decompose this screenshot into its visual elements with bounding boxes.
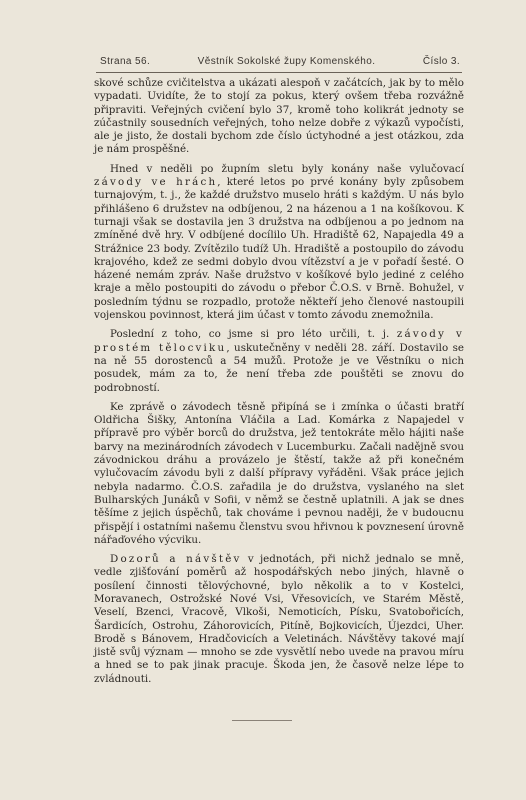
header-divider [96,72,462,73]
paragraph [94,77,464,157]
emphasized-term: závody v prostém tělocviku [94,328,464,354]
running-header [100,56,460,67]
paragraph-text: Ke zprávě o závodech těsně připíná se i zmínka o účasti bratří Oldřicha Šišky, Antonína Vláčila a Lad. Komárka z Napajedel v přípravě pro výběr borců do družstva, jež tentokráte mělo hájiti naše barvy na mezinárodních závodech v Lucemburku. Začali nadějně svou závodnickou dráhu a provázelo je štěstí, takže až při konečném vylučovacím závodu byli z další přípravy vyřáděni. Však práce jejich nebyla nadarmo. Č.O.S. zařadila je do družstva, vyslaného na slet Bulharských Junáků v Sofii, v němž se čestně uplatnili. A jak se dnes těšíme z jejich úspěchů, tak chováme i pevnou naději, že v budoucnu přispějí i ostatními našemu členstvu svou hřivnou k povznesení úrovně nářaďového výcviku. [94,400,464,546]
paragraph [94,401,464,547]
end-divider [232,720,292,721]
paragraph-text: Poslední z toho, co jsme si pro léto určili, t. j. [110,328,397,341]
paragraph-text: , uskutečněny v neděli 28. září. Dostavilo se na ně 55 dorostenců a 54 mužů. Protože je ve Věstníku o nich posudek, mám za to, že není třeba zde pouštěti se znovu do podrobností. [94,341,464,394]
paragraph [94,328,464,394]
journal-title: Věstník Sokolské župy Komenského. [197,56,376,67]
paragraph-text: , které letos po prvé konány byly způsobem turnajovým, t. j., že každé družstvo muselo hráti s každým. U nás bylo přihlášeno 6 družstev na odbíjenou, 2 na házenou a 1 na košíkovou. K turnaji však se dostavila jen 3 družstva na odbíjenou a po jednom na zmíněné dvě hry. V odbíjené docílilo Uh. Hradiště 62, Napajedla 49 a Strážnice 23 body. Zvítězilo tudíž Uh. Hradiště a postoupilo do závodu krajového, kdež ze sedmi dobylo dvou vítězství a je v pořadí šesté. O házené nemám zpráv. Naše družstvo v košíkové bylo jediné z celého kraje a mělo postoupiti do závodu o přebor Č.O.S. v Brně. Bohužel, v posledním týdnu se rozpadlo, protože někteří jeho členové nastoupili vojenskou povinnost, která jim účast v tomto závodu znemožnila. [94,176,464,322]
paragraph [94,163,464,323]
article-body [94,77,464,692]
emphasized-term: závody ve hrách [94,176,218,189]
paragraph [94,553,464,686]
paragraph-text: v jednotách, při nichž jednalo se mně, vedle zjišťování poměrů až hospodářských nebo jiných, hlavně o posílení činnosti tělovýchovné, bylo několik a to v Kostelci, Moravanech, Ostrožské Nové Vsi, Vřesovicích, ve Starém Městě, Veselí, Bzenci, Vracově, Vlkoši, Nemoticích, Písku, Svatobořicích, Šardicích, Ostrohu, Záhorovicích, Pitíně, Bojkovicích, Újezdci, Uher. Brodě s Bánovem, Hradčovicích a Veletinách. Návštěvy takové mají jistě svůj význam — mnoho se zde vysvětlí nebo uvede na pravou míru a hned se to pak jinak pracuje. Škoda jen, že časově nelze lépe to zvládnouti. [94,553,464,685]
issue-number: Číslo 3. [422,56,460,67]
emphasized-term: Dozorů a návštěv [110,553,242,566]
paragraph-text: skové schůze cvičitelstva a ukázati alespoň v začátcích, jak by to mělo vypadati. Uvidíte, že to stojí za pokus, který ovšem třeba rozvážně připraviti. Veřejných cvičení bylo 37, kromě toho kolikrát jednoty se zúčastnily sousedních veřejných, toho nelze dobře z výkazů vypočísti, ale je jisto, že dostali bychom zde číslo úctyhodné a jest otázkou, zda je nám prospěšné. [94,77,464,156]
page-number: Strana 56. [100,56,151,67]
paragraph-text: Hned v neděli po župním sletu byly konány naše vylučovací [110,162,464,175]
